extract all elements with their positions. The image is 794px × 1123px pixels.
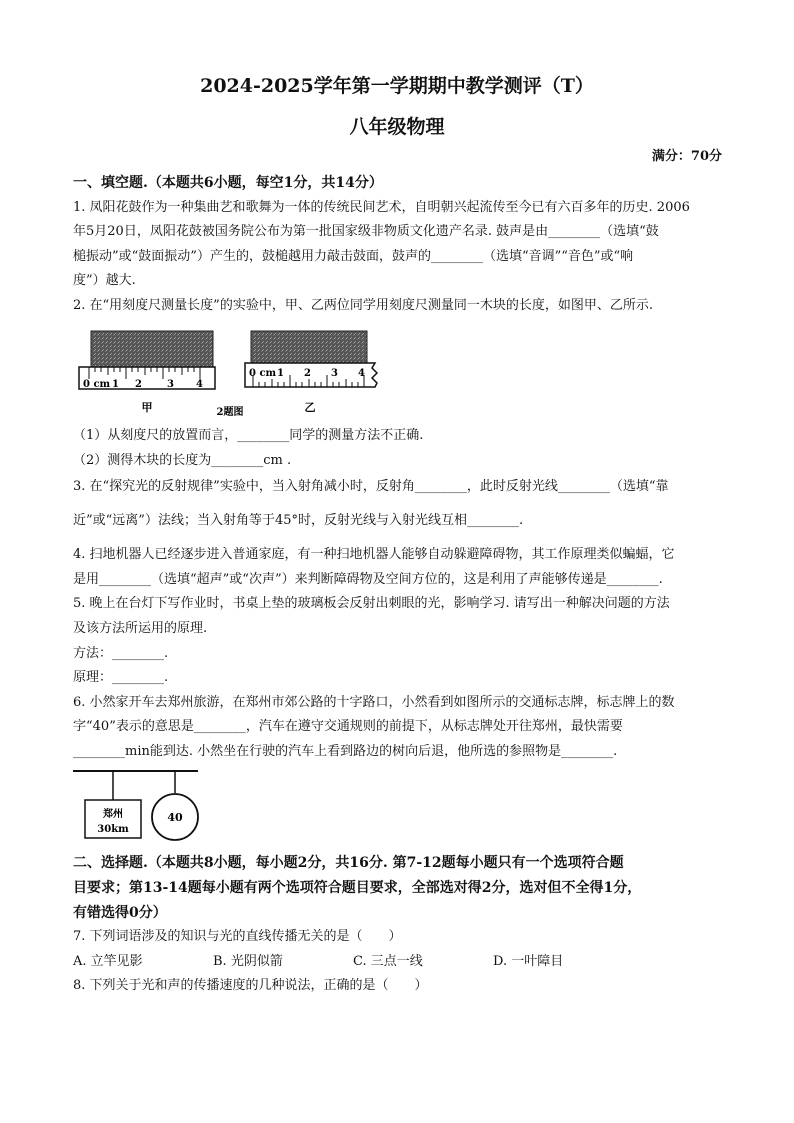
ruler-jia-label-4: 4 (196, 379, 203, 390)
ruler-jia-label-2: 2 (135, 379, 142, 390)
paper-title: 2024-2025学年第一学期期中教学测评（T） (200, 75, 594, 97)
ruler-yi-label-4: 4 (358, 368, 365, 379)
figure-ruler-measurement (75, 325, 395, 420)
ruler-jia-label-3: 3 (167, 379, 174, 390)
ruler-jia-label-1: 1 (112, 379, 119, 390)
wood-block-jia (91, 331, 213, 367)
q4-line1: 4. 扫地机器人已经逐步进入普通家庭，有一种扫地机器人能够自动躲避障碍物，其工作原理类似蝙蝠，它 (73, 547, 675, 562)
q4-line2: 是用________（选填“超声”或“次声”）来判断障碍物及空间方位的，这是利用了声能够传递是________. (73, 572, 663, 587)
q7-option-c: C. 三点一线 (353, 954, 423, 969)
q8-text: 8. 下列关于光和声的传播速度的几种说法，正确的是（ ） (73, 978, 428, 993)
figure-traffic-signs (73, 766, 213, 846)
q6-line1: 6. 小然家开车去郑州旅游，在郑州市郊公路的十字路口，小然看到如图所示的交通标志牌，标志牌上的数 (73, 695, 675, 710)
section2-heading-line2: 目要求；第13-14题每小题有两个选项符合题目要求，全部选对得2分，选对但不全得1分， (73, 880, 642, 896)
section1-heading: 一、填空题.（本题共6小题，每空1分，共14分） (73, 175, 383, 191)
distance-sign-distance: 30km (97, 824, 129, 835)
q7-text: 7. 下列词语涉及的知识与光的直线传播无关的是（ ） (73, 929, 402, 944)
wood-block-yi (251, 331, 367, 367)
figure2-caption: 2题图 (216, 407, 244, 418)
paper-subtitle: 八年级物理 (349, 116, 445, 138)
q5-principle: 原理：________. (73, 670, 169, 685)
label-jia: 甲 (141, 401, 153, 414)
q1-line2: 年5月20日，凤阳花鼓被国务院公布为第一批国家级非物质文化遗产名录. 鼓声是由________（选填“鼓 (73, 224, 659, 239)
q7-option-b: B. 光阴似箭 (213, 954, 283, 969)
full-score: 满分：70分 (651, 149, 722, 164)
ruler-jia-label-0: 0 cm (83, 379, 111, 390)
q7-option-a: A. 立竿见影 (73, 954, 143, 969)
q2-text: 2. 在“用刻度尺测量长度”的实验中，甲、乙两位同学用刻度尺测量同一木块的长度，如图甲、乙所示. (73, 298, 653, 313)
section2-heading-line3: 有错选得0分） (73, 905, 167, 921)
ruler-yi-label-1: 1 (277, 368, 284, 379)
q5-method: 方法：________. (73, 646, 169, 661)
q1-line3: 槌振动”或“鼓面振动”）产生的，鼓槌越用力敲击鼓面，鼓声的________（选填“音调”“音色”或“响 (73, 249, 634, 264)
q3-line1: 3. 在“探究光的反射规律”实验中，当入射角减小时，反射角________，此时反射光线________（选填“靠 (73, 479, 669, 494)
q6-line3: ________min能到达. 小然坐在行驶的汽车上看到路边的树向后退，他所选的参照物是________. (73, 744, 618, 759)
q1-line1: 1. 凤阳花鼓作为一种集曲艺和歌舞为一体的传统民间艺术，自明朝兴起流传至今已有六百多年的历史. 2006 (73, 200, 690, 215)
q2-sub2: （2）测得木块的长度为________cm . (73, 453, 292, 468)
ruler-yi-setup (245, 331, 377, 414)
ruler-yi-label-3: 3 (331, 368, 338, 379)
q5-line2: 及该方法所运用的原理. (73, 621, 208, 636)
q2-sub1: （1）从刻度尺的放置而言，________同学的测量方法不正确. (73, 428, 424, 443)
speed-limit-value: 40 (167, 811, 183, 824)
ruler-jia-setup (79, 331, 215, 414)
q3-line2: 近”或“远离”）法线；当入射角等于45°时，反射光线与入射光线互相________. (73, 513, 524, 528)
q1-line4: 度”）越大. (73, 273, 136, 288)
distance-sign-place: 郑州 (103, 809, 123, 820)
q5-line1: 5. 晚上在台灯下写作业时，书桌上垫的玻璃板会反射出刺眼的光，影响学习. 请写出一种解决问题的方法 (73, 596, 670, 611)
ruler-yi-label-2: 2 (304, 368, 311, 379)
label-yi: 乙 (304, 401, 316, 414)
q6-line2: 字“40”表示的意思是________，汽车在遵守交通规则的前提下，从标志牌处开往郑州，最快需要 (73, 719, 623, 734)
q7-option-d: D. 一叶障目 (493, 954, 564, 969)
section2-heading-line1: 二、选择题.（本题共8小题，每小题2分，共16分. 第7-12题每小题只有一个选项符合题 (73, 855, 624, 871)
ruler-yi-label-0: 0 cm (249, 368, 277, 379)
